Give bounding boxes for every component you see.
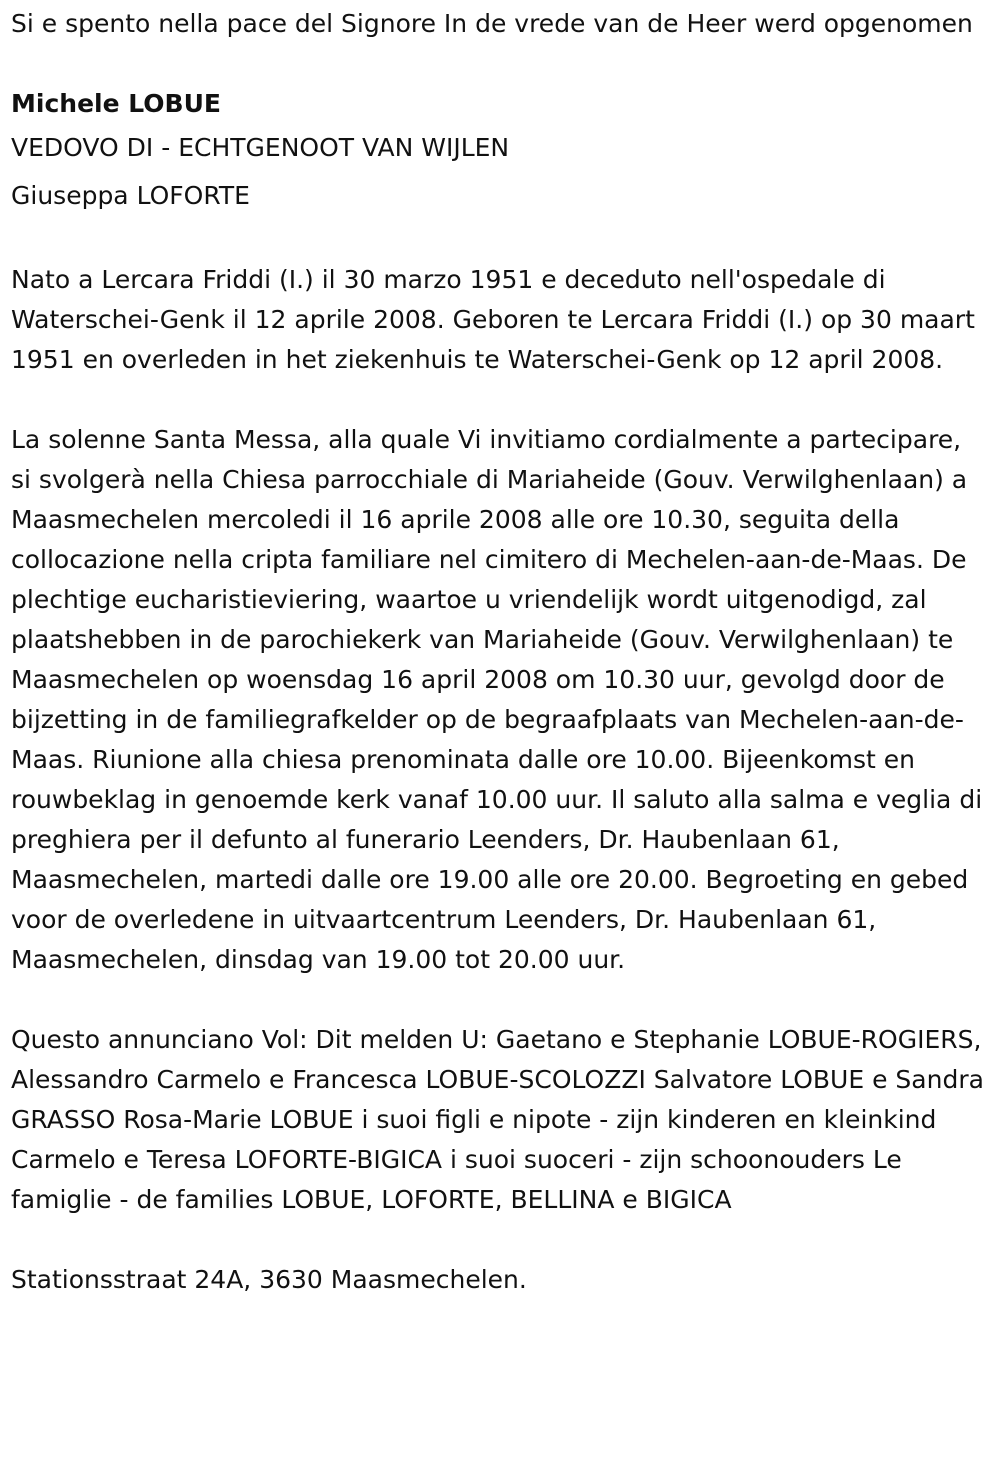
intro-text: Si e spento nella pace del Signore In de vrede van de Heer werd opgenomen [11,9,973,38]
deceased-name: Michele LOBUE [11,89,221,118]
spacer [11,220,988,260]
spouse-name: Giuseppa LOFORTE [11,181,250,210]
birth-death-paragraph: Nato a Lercara Friddi (I.) il 30 marzo 1951 e deceduto nell'ospedale di Waterschei-Genk il 12 aprile 2008. Geboren te Lercara Friddi (I.) op 30 maart 1951 en overleden in het ziekenhuis te Waterschei-Genk op 12 april 2008. [11,265,975,374]
spacer [11,380,988,420]
spacer [11,980,988,1020]
ceremony-paragraph: La solenne Santa Messa, alla quale Vi invitiamo cordialmente a partecipare, si svolgerà nella Chiesa parrocchiale di Mariaheide (Gouv. Verwilghenlaan) a Maasmechelen mercoledi il 16 aprile 2008 alle ore 10.30, seguita della collocazione nella cripta familiare nel cimitero di Mechelen-aan-de-Maas. De plechtige eucharistieviering, waartoe u vriendelijk wordt uitgenodigd, zal plaatshebben in de parochiekerk van Mariaheide (Gouv. Verwilghenlaan) te Maasmechelen op woensdag 16 april 2008 om 10.30 uur, gevolgd door de bijzetting in de familiegrafkelder op de begraafplaats van Mechelen-aan-de-Maas. Riunione alla chiesa prenominata dalle ore 10.00. Bijeenkomst en rouwbeklag in genoemde kerk vanaf 10.00 uur. Il saluto alla salma e veglia di preghiera per il defunto al funerario Leenders, Dr. Haubenlaan 61, Maasmechelen, martedi dalle ore 19.00 alle ore 20.00. Begroeting en gebed voor de overledene in uitvaartcentrum Leenders, Dr. Haubenlaan 61, Maasmechelen, dinsdag van 19.00 tot 20.00 uur. [11,425,983,974]
spacer [11,1220,988,1260]
spacer [11,44,988,84]
relation-text: VEDOVO DI - ECHTGENOOT VAN WIJLEN [11,133,510,162]
address-text: Stationsstraat 24A, 3630 Maasmechelen. [11,1265,527,1294]
announcers-paragraph: Questo annunciano Vol: Dit melden U: Gaetano e Stephanie LOBUE-ROGIERS, Alessandro Carmelo e Francesca LOBUE-SCOLOZZI Salvatore LOBUE e Sandra GRASSO Rosa-Marie LOBUE i suoi figli e nipote - zijn kinderen en kleinkind Carmelo e Teresa LOFORTE-BIGICA i suoi suoceri - zijn schoonouders Le famiglie - de families LOBUE, LOFORTE, BELLINA e BIGICA [11,1025,984,1214]
